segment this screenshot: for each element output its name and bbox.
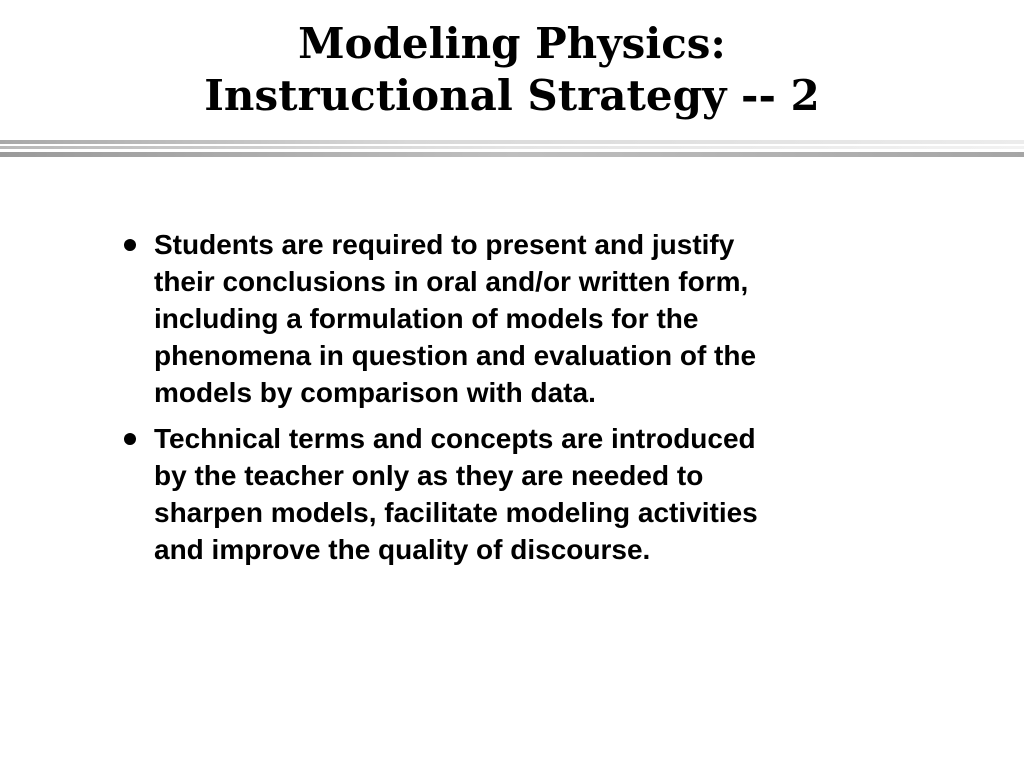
bullet-item — [120, 226, 910, 411]
bullet-dot-icon — [124, 433, 136, 445]
bullet-text — [154, 420, 910, 568]
divider-line-bottom — [0, 152, 1024, 157]
bullet-line: their conclusions in oral and/or written form, — [154, 266, 749, 297]
bullet-line: Students are required to present and justify — [154, 229, 735, 260]
title-divider — [0, 140, 1024, 162]
bullet-list — [120, 226, 910, 577]
bullet-line: and improve the quality of discourse. — [154, 534, 651, 565]
title-line-1: Modeling Physics: — [298, 19, 726, 68]
slide-title — [0, 18, 1024, 122]
title-line-2: Instructional Strategy -- 2 — [204, 71, 820, 120]
bullet-line: Technical terms and concepts are introduced — [154, 423, 756, 454]
bullet-line: sharpen models, facilitate modeling activities — [154, 497, 758, 528]
divider-line-top — [0, 140, 1024, 144]
bullet-dot-icon — [124, 239, 136, 251]
bullet-line: phenomena in question and evaluation of the — [154, 340, 757, 371]
bullet-text — [154, 226, 910, 411]
bullet-line: models by comparison with data. — [154, 377, 596, 408]
bullet-item — [120, 420, 910, 568]
bullet-line: including a formulation of models for the — [154, 303, 699, 334]
divider-line-middle — [0, 146, 1024, 149]
bullet-line: by the teacher only as they are needed to — [154, 460, 704, 491]
